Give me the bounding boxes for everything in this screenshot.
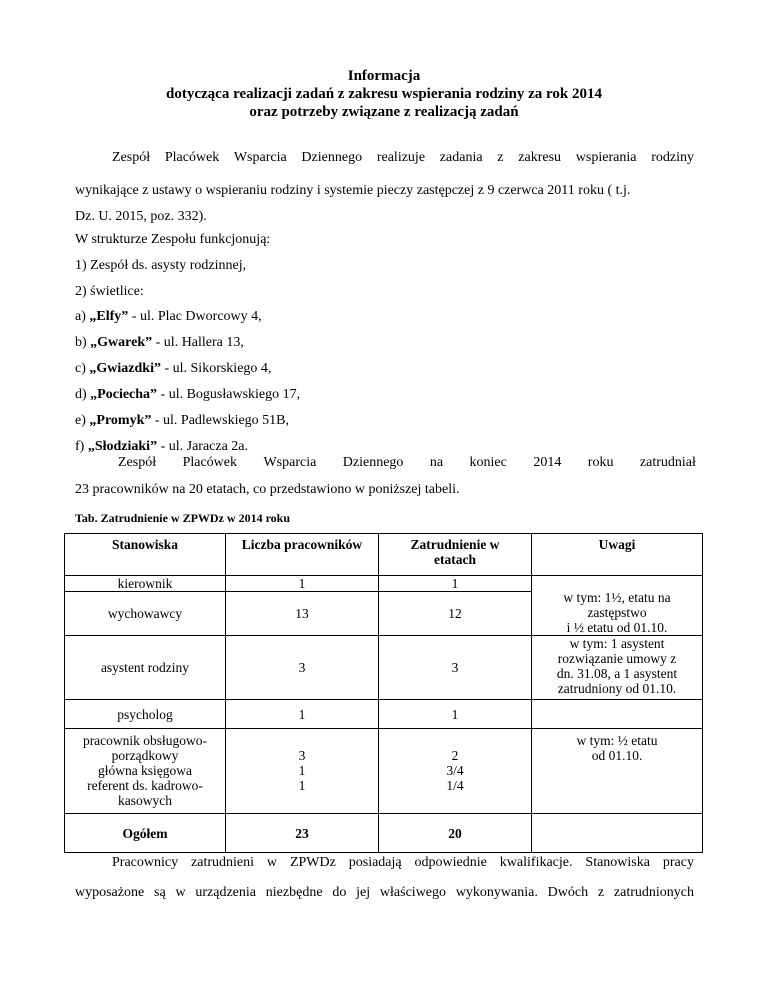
place-item: c) „Gwiazdki” - ul. Sikorskiego 4, — [75, 361, 272, 376]
cell-wychowawcy-fte: 12 — [379, 592, 532, 636]
cell-kierownik-count: 1 — [226, 576, 379, 592]
employment-word: koniec — [469, 455, 507, 470]
structure-item-2: 2) świetlice: — [75, 284, 144, 299]
employment-word: Placówek — [182, 455, 237, 470]
header-etaty: Zatrudnienie w etatach — [379, 534, 532, 576]
intro-line-3: Dz. U. 2015, poz. 332). — [75, 209, 207, 224]
cell-psycholog-name: psycholog — [65, 700, 226, 729]
cell-kierownik-fte: 1 — [379, 576, 532, 592]
header-liczba: Liczba pracowników — [226, 534, 379, 576]
cell-wychowawcy-note: w tym: 1½, etatu na zastępstwo i ½ etatu od 01.10. — [532, 576, 703, 636]
employment-line-2: 23 pracowników na 20 etatach, co przedstawiono w poniższej tabeli. — [75, 482, 460, 497]
header-stanowiska: Stanowiska — [65, 534, 226, 576]
employment-word: 2014 — [533, 455, 562, 470]
cell-wychowawcy-count: 13 — [226, 592, 379, 636]
cell-total-name: Ogółem — [65, 814, 226, 853]
cell-kierownik-name: kierownik — [65, 576, 226, 592]
header-uwagi: Uwagi — [532, 534, 703, 576]
closing-line-1: Pracownicy zatrudnieni w ZPWDz posiadają odpowiednie kwalifikacje. Stanowiska pracy — [112, 855, 694, 870]
doc-title-line-1: Informacja — [347, 68, 421, 84]
cell-group-note: w tym: ½ etatu od 01.10. — [532, 729, 703, 814]
employment-word: roku — [587, 455, 614, 470]
cell-total-fte: 20 — [379, 814, 532, 853]
cell-asystent-fte: 3 — [379, 636, 532, 700]
employment-word: zatrudniał — [639, 455, 696, 470]
place-item: e) „Promyk” - ul. Padlewskiego 51B, — [75, 413, 290, 428]
cell-total-note — [532, 814, 703, 853]
structure-heading: W strukturze Zespołu funkcjonują: — [75, 232, 271, 247]
employment-table — [64, 533, 703, 853]
place-item: f) „Słodziaki” - ul. Jaracza 2a. — [75, 439, 249, 454]
place-item: a) „Elfy” - ul. Plac Dworcowy 4, — [75, 309, 262, 324]
structure-item-1: 1) Zespół ds. asysty rodzinnej, — [75, 258, 247, 273]
cell-wychowawcy-name: wychowawcy — [65, 592, 226, 636]
employment-word: Zespół — [118, 455, 157, 470]
cell-group-ftes: 2 3/4 1/4 — [379, 729, 532, 814]
cell-asystent-count: 3 — [226, 636, 379, 700]
intro-line-1: Zespół Placówek Wsparcia Dziennego realizuje zadania z zakresu wspierania rodziny — [112, 150, 694, 165]
cell-psycholog-fte: 1 — [379, 700, 532, 729]
doc-title-line-2: dotycząca realizacji zadań z zakresu wspierania rodziny za rok 2014 — [166, 86, 602, 102]
cell-total-count: 23 — [226, 814, 379, 853]
employment-line-1 — [118, 455, 696, 471]
table-caption: Tab. Zatrudnienie w ZPWDz w 2014 roku — [75, 511, 291, 525]
doc-title-line-3: oraz potrzeby związane z realizacją zadań — [249, 104, 519, 120]
place-item: b) „Gwarek” - ul. Hallera 13, — [75, 335, 244, 350]
cell-asystent-note: w tym: 1 asystent rozwiązanie umowy z dn. 31.08, a 1 asystent zatrudniony od 01.10. — [532, 636, 703, 700]
cell-asystent-name: asystent rodziny — [65, 636, 226, 700]
employment-word: Wsparcia — [263, 455, 317, 470]
cell-psycholog-count: 1 — [226, 700, 379, 729]
employment-word: na — [429, 455, 444, 470]
employment-word: Dziennego — [342, 455, 404, 470]
cell-psycholog-note — [532, 700, 703, 729]
closing-line-2: wyposażone są w urządzenia niezbędne do jej właściwego wykonywania. Dwóch z zatrudnionych — [75, 885, 694, 900]
cell-group-counts: 3 1 1 — [226, 729, 379, 814]
cell-group-names: pracownik obsługowo- porządkowy główna księgowa referent ds. kadrowo- kasowych — [65, 729, 226, 814]
place-item: d) „Pociecha” - ul. Bogusławskiego 17, — [75, 387, 301, 402]
intro-line-2: wynikające z ustawy o wspieraniu rodziny i systemie pieczy zastępczej z 9 czerwca 2011 roku ( t.j. — [75, 183, 631, 198]
